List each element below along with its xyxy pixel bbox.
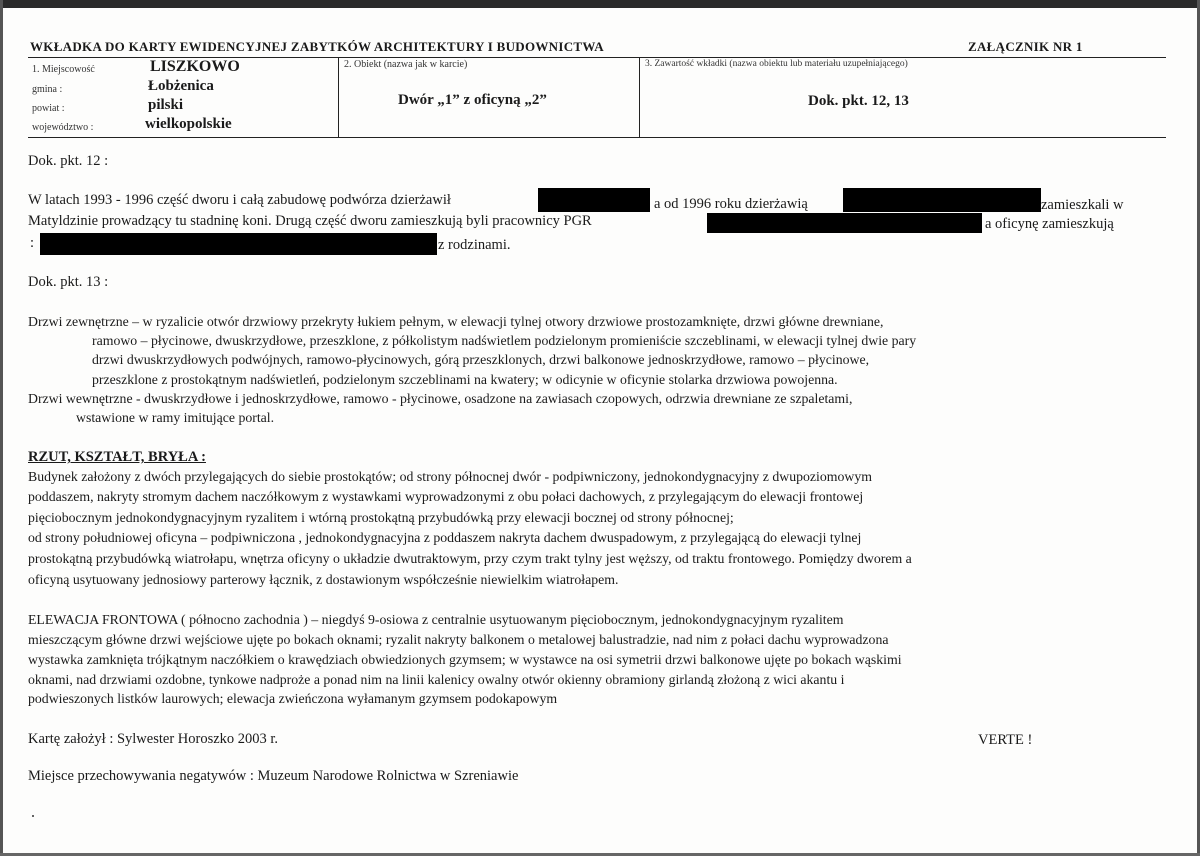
rzut-line3: pięciobocznym jednokondygnacyjnym ryzalitem i wtórną prostokątną przybudówką przy elewacji bocznej od strony północnej; xyxy=(28,510,734,525)
p13-line6: wstawione w ramy imitujące portal. xyxy=(76,410,275,425)
p12-line1-part3: zamieszkali w xyxy=(1041,197,1124,213)
form-title: WKŁADKA DO KARTY EWIDENCYJNEJ ZABYTKÓW ARCHITEKTURY I BUDOWNICTWA xyxy=(30,39,604,54)
karta-author: Kartę założył : Sylwester Horoszko 2003 r. xyxy=(28,731,279,747)
elewacja-line4: oknami, nad drzwiami ozdobne, tynkowe nadproże a ponad nim na linii kalenicy owalny otwór okienny obramiony girlandą złożoną z wici akantu i xyxy=(28,672,845,687)
section-dok-12-heading: Dok. pkt. 12 : xyxy=(28,153,109,169)
redaction-box xyxy=(40,233,437,255)
negative-storage: Miejsce przechowywania negatywów : Muzeum Narodowe Rolnictwa w Szreniawie xyxy=(28,768,519,784)
annex-label: ZAŁĄCZNIK NR 1 xyxy=(968,39,1083,54)
p13-line1: Drzwi zewnętrzne – w ryzalicie otwór drzwiowy przekryty łukiem pełnym, w elewacji tylnej otwory drzwiowe prostozamknięte, drzwi główne drewniane, xyxy=(28,314,884,329)
header-rule-bottom xyxy=(28,137,1166,138)
miejscowosc-label: 1. Miejscowość xyxy=(32,64,95,75)
wojewodztwo-label: województwo : xyxy=(32,122,94,133)
p13-line3: drzwi dwuskrzydłowych podwójnych, ramowo-płycinowych, górą przeszklonych, drzwi balkonowe jednoskrzydłowe, ramowo – płycinowe, xyxy=(92,352,870,367)
gmina-value: Łobżenica xyxy=(148,78,214,94)
redaction-box xyxy=(538,188,650,212)
section-rzut-heading: RZUT, KSZTAŁT, BRYŁA : xyxy=(28,449,206,465)
redaction-box xyxy=(707,213,982,233)
obiekt-label: 2. Obiekt (nazwa jak w karcie) xyxy=(344,59,468,70)
powiat-label: powiat : xyxy=(32,103,65,114)
scan-border-top xyxy=(0,0,1200,8)
rzut-line6: oficyną usytuowany jednosiowy parterowy łącznik, z dostawionym współcześnie niewielkim wiatrołapem. xyxy=(28,572,619,587)
zawartosc-label: 3. Zawartość wkładki (nazwa obiektu lub materiału uzupełniającego) xyxy=(645,59,908,69)
wojewodztwo-value: wielkopolskie xyxy=(145,116,232,132)
p13-line5: Drzwi wewnętrzne - dwuskrzydłowe i jednoskrzydłowe, ramowo - płycinowe, osadzone na zawiasach czopowych, odrzwia drewniane ze szpaletami, xyxy=(28,391,853,406)
speck xyxy=(32,815,34,817)
elewacja-line2: mieszczącym główne drzwi wejściowe ujęte po bokach oknami; ryzalit nakryty balkonem o metalowej balustradzie, nad nim z połaci dachu wyprowadzona xyxy=(28,632,889,647)
redaction-box xyxy=(843,188,1041,212)
scan-border-left xyxy=(0,0,3,856)
p12-line3-part2: z rodzinami. xyxy=(438,237,511,253)
miejscowosc-value: LISZKOWO xyxy=(150,58,240,75)
header-divider-1 xyxy=(338,57,339,137)
elewacja-line5: podwieszonych listków laurowych; elewacja zwieńczona wyłamanym gzymsem podokapowym xyxy=(28,691,558,706)
p12-line3-part1: : xyxy=(30,235,35,251)
section-dok-13-heading: Dok. pkt. 13 : xyxy=(28,274,109,290)
p13-line2: ramowo – płycinowe, dwuskrzydłowe, przeszklone, z półkolistym nadświetlem podzielonym promieniście szczeblinami, w elewacji tylnej dwie pary xyxy=(92,333,917,348)
p13-line4: przeszklone z prostokątnym nadświetleń, podzielonym szczeblinami na kwatery; w odicynie w oficynie stolarka drzwiowa powojenna. xyxy=(92,372,838,387)
rzut-line2: poddaszem, nakryty stromym dachem naczółkowym z wystawkami wyprowadzonymi z obu połaci dachowych, z przylegającym do elewacji frontowej xyxy=(28,489,864,504)
verte-label: VERTE ! xyxy=(978,732,1033,748)
zawartosc-value: Dok. pkt. 12, 13 xyxy=(808,93,909,109)
powiat-value: pilski xyxy=(148,97,184,113)
p12-line2-part1: Matyldzinie prowadzący tu stadninę koni. Drugą część dworu zamieszkują byli pracownicy PGR xyxy=(28,213,592,229)
p12-line1-part1: W latach 1993 - 1996 część dworu i całą zabudowę podwórza dzierżawił xyxy=(28,192,451,208)
gmina-label: gmina : xyxy=(32,84,63,95)
p12-line1-part2: a od 1996 roku dzierżawią xyxy=(654,196,808,212)
elewacja-line3: wystawka zamknięta trójkątnym naczółkiem o krawędziach obwiedzionych gzymsem; w wystawce na osi symetrii drzwi balkonowe ujęte po bokach wąskimi xyxy=(28,652,902,667)
p12-line2-part2: a oficynę zamieszkują xyxy=(985,216,1114,232)
rzut-line5: prostokątną przybudówką wiatrołapu, wnętrza oficyny o układzie dwutraktowym, przy czym trakt tylny jest węższy, od traktu frontowego. Pomiędzy dworem a xyxy=(28,551,912,566)
rzut-line4: od strony południowej oficyna – podpiwniczona , jednokondygnacyjna z poddaszem nakryta dachem dwuspadowym, z przylegającą do elewacji tylnej xyxy=(28,530,862,545)
rzut-line1: Budynek założony z dwóch przylegających do siebie prostokątów; od strony północnej dwór - podpiwniczony, jednokondygnacyjny z dwupoziomowym xyxy=(28,469,872,484)
header-divider-2 xyxy=(639,57,640,137)
elewacja-line1: ELEWACJA FRONTOWA ( północno zachodnia ) – niegdyś 9-osiowa z centralnie usytuowanym pięciobocznym, jednokondygnacyjnym ryzalitem xyxy=(28,612,844,627)
obiekt-value: Dwór „1” z oficyną „2” xyxy=(398,92,547,108)
